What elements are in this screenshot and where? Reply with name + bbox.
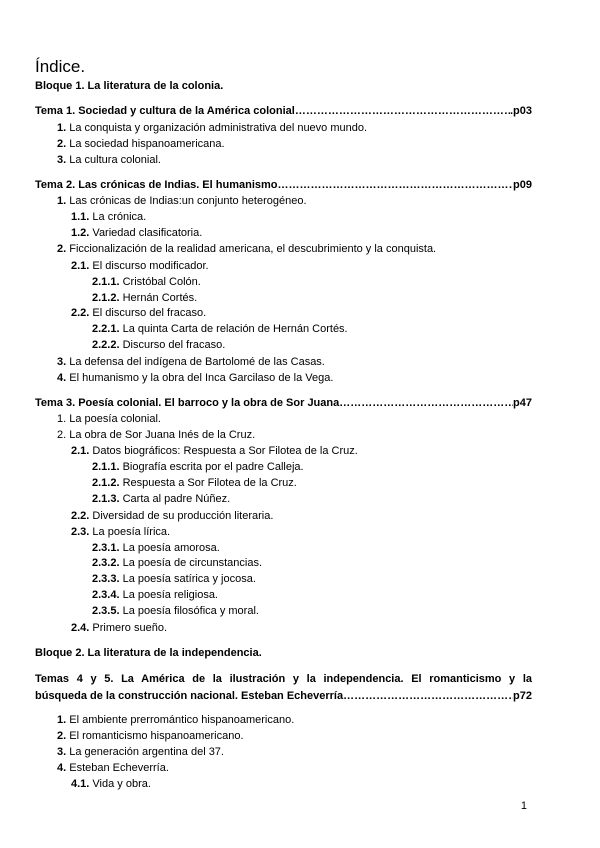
toc-item[interactable]: 2.3.2. La poesía de circunstancias.: [92, 557, 263, 569]
tema-3-entry[interactable]: [35, 397, 532, 409]
tema-4-5-entry[interactable]: [35, 671, 532, 705]
toc-item[interactable]: 1. El ambiente prerromántico hispanoamericano.: [57, 714, 295, 726]
toc-item[interactable]: 2.1.1. Biografía escrita por el padre Calleja.: [92, 461, 304, 473]
toc-item[interactable]: 2.3.1. La poesía amorosa.: [92, 542, 220, 554]
tema-1-entry[interactable]: [35, 105, 532, 117]
tema-3-page: p47: [513, 397, 532, 409]
toc-item[interactable]: 2.4. Primero sueño.: [71, 622, 168, 634]
tema-1-label: Tema 1. Sociedad y cultura de la América colonial: [35, 105, 295, 117]
toc-item[interactable]: 3. La cultura colonial.: [57, 154, 161, 166]
leader-dots: [295, 105, 510, 117]
toc-item[interactable]: 2.2. Diversidad de su producción literaria.: [71, 510, 274, 522]
toc-item[interactable]: 1. Las crónicas de Indias:un conjunto heterogéneo.: [57, 195, 307, 207]
tema-3-label: Tema 3. Poesía colonial. El barroco y la obra de Sor Juana: [35, 397, 340, 409]
toc-item[interactable]: 2.1.2. Hernán Cortés.: [92, 292, 198, 304]
toc-item[interactable]: 4. El humanismo y la obra del Inca Garcilaso de la Vega.: [57, 372, 334, 384]
toc-item[interactable]: 2. La sociedad hispanoamericana.: [57, 138, 225, 150]
toc-item[interactable]: 2.3.5. La poesía filosófica y moral.: [92, 605, 259, 617]
toc-item[interactable]: 3. La defensa del indígena de Bartolomé de las Casas.: [57, 356, 325, 368]
tema-2-label: Tema 2. Las crónicas de Indias. El humanismo: [35, 179, 278, 191]
toc-item[interactable]: 4.1. Vida y obra.: [71, 778, 151, 790]
toc-item[interactable]: 2. La obra de Sor Juana Inés de la Cruz.: [57, 429, 256, 441]
bloque-2-heading: Bloque 2. La literatura de la independencia.: [35, 647, 262, 659]
leader-dots: [278, 179, 514, 191]
tema-1-page: .p03: [509, 105, 532, 117]
tema-4-5-page: p72: [513, 690, 532, 702]
toc-item[interactable]: 2.2. El discurso del fracaso.: [71, 307, 207, 319]
toc-item[interactable]: 2.3.4. La poesía religiosa.: [92, 589, 218, 601]
toc-item[interactable]: 2.3.3. La poesía satírica y jocosa.: [92, 573, 256, 585]
toc-item[interactable]: 2.1. El discurso modificador.: [71, 260, 209, 272]
toc-item[interactable]: 2.1.2. Respuesta a Sor Filotea de la Cruz.: [92, 477, 297, 489]
toc-item[interactable]: 2.2.1. La quinta Carta de relación de Hernán Cortés.: [92, 323, 348, 335]
leader-dots: [343, 688, 513, 705]
tema-2-page: p09: [513, 179, 532, 191]
page-number: 1: [520, 800, 527, 812]
tema-4-5-label-line2: búsqueda de la construcción nacional. Esteban Echeverría: [35, 690, 344, 702]
toc-item[interactable]: 2. Ficcionalización de la realidad americana, el descubrimiento y la conquista.: [57, 243, 437, 255]
toc-item[interactable]: 2.3. La poesía lírica.: [71, 526, 171, 538]
toc-item[interactable]: 4. Esteban Echeverría.: [57, 762, 169, 774]
toc-item[interactable]: 2. El romanticismo hispanoamericano.: [57, 730, 244, 742]
tema-4-5-label-line1: Temas 4 y 5. La América de la ilustración y la independencia. El romanticismo y la: [35, 673, 532, 685]
toc-item[interactable]: 2.1. Datos biográficos: Respuesta a Sor Filotea de la Cruz.: [71, 445, 358, 457]
tema-2-entry[interactable]: [35, 179, 532, 191]
toc-item[interactable]: 1.2. Variedad clasificatoria.: [71, 227, 203, 239]
toc-item[interactable]: 1.1. La crónica.: [71, 211, 147, 223]
toc-item[interactable]: 3. La generación argentina del 37.: [57, 746, 224, 758]
toc-item[interactable]: 2.1.3. Carta al padre Núñez.: [92, 493, 231, 505]
toc-item[interactable]: 2.1.1. Cristóbal Colón.: [92, 276, 201, 288]
toc-item[interactable]: 2.2.2. Discurso del fracaso.: [92, 339, 226, 351]
bloque-1-heading: Bloque 1. La literatura de la colonia.: [35, 80, 224, 92]
page-title: Índice.: [35, 57, 86, 76]
toc-item[interactable]: 1. La conquista y organización administrativa del nuevo mundo.: [57, 122, 368, 134]
leader-dots: [339, 397, 513, 409]
toc-item[interactable]: 1. La poesía colonial.: [57, 413, 161, 425]
